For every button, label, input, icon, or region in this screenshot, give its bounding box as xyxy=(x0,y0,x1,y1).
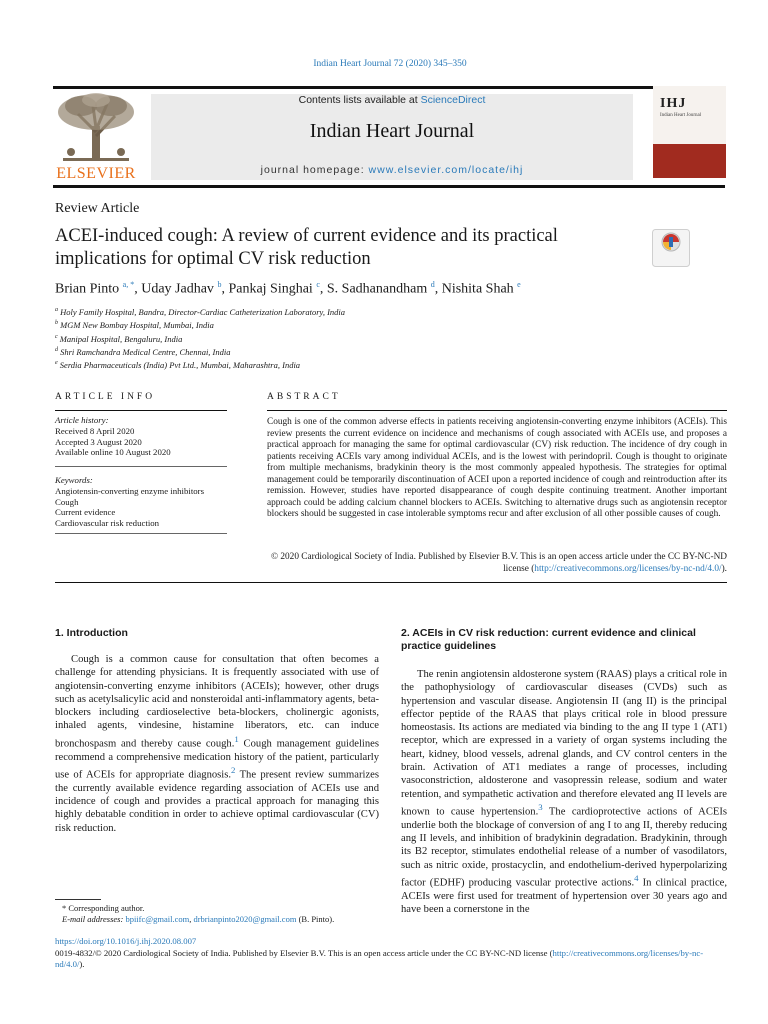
affiliation-item xyxy=(55,358,345,371)
header-bottom-rule xyxy=(53,185,725,188)
keywords-label: Keywords: xyxy=(55,475,93,485)
affiliation-text: MGM New Bombay Hospital, Mumbai, India xyxy=(60,320,214,331)
abstract-rule xyxy=(267,410,727,411)
author-name: Pankaj Singhai xyxy=(228,281,313,297)
journal-title: Indian Heart Journal xyxy=(309,120,475,142)
affiliation-key: c xyxy=(55,333,58,340)
affiliation-text: Manipal Hospital, Bengaluru, India xyxy=(59,333,183,344)
history-received: Received 8 April 2020 xyxy=(55,425,135,436)
history-online: Available online 10 August 2020 xyxy=(55,447,171,458)
email-link[interactable]: bpiifc@gmail.com xyxy=(125,914,190,924)
article-type: Review Article xyxy=(55,201,140,216)
author-name: Uday Jadhav xyxy=(141,281,214,297)
elsevier-wordmark: ELSEVIER xyxy=(56,165,136,182)
journal-citation[interactable]: Indian Heart Journal 72 (2020) 345–350 xyxy=(313,59,467,69)
front-matter-bottom-rule xyxy=(55,582,727,583)
article-info-heading: ARTICLE INFO xyxy=(55,392,156,402)
check-for-updates-badge[interactable] xyxy=(652,229,690,267)
keyword-item: Cardiovascular risk reduction xyxy=(55,518,160,529)
article-info-rule xyxy=(55,410,227,411)
article-info-divider xyxy=(55,466,227,467)
bottom-license xyxy=(55,948,727,970)
paragraph-text: In clinical practice, ACEIs were first used for treatment of hypertension over 30 years ago and have been a cornerstone in the xyxy=(401,877,728,916)
cover-subtitle: Indian Heart Journal xyxy=(660,113,702,118)
keywords-divider xyxy=(55,533,227,534)
journal-masthead xyxy=(151,94,633,180)
introduction-heading: 1. Introduction xyxy=(55,627,128,639)
paragraph-text: The cardioprotective actions of ACEIs underlie both the blockage of conversion of ang I to ang II, thereby reducing ang II levels, and inhibition of bradykinin degradation. Bradykinin, through its B2 receptor, stimulates endothelial release of a number of vasodilators, such as nitric oxide, prostacyclin, and endothelium-derived hyperpolarizing factor (EDHF) producing vascular protective actions. xyxy=(401,806,728,889)
author-name: Nishita Shah xyxy=(441,281,514,297)
history-accepted: Accepted 3 August 2020 xyxy=(55,436,142,447)
email-suffix: (B. Pinto). xyxy=(296,914,335,924)
tree-icon xyxy=(53,92,139,164)
contents-line xyxy=(151,94,633,106)
article-history xyxy=(55,415,171,458)
affiliation-item xyxy=(55,345,345,358)
abstract-copyright xyxy=(267,552,727,575)
keyword-item: Angiotensin-converting enzyme inhibitors xyxy=(55,485,205,496)
footnote-rule xyxy=(55,899,101,900)
author-affiliation-mark[interactable]: c xyxy=(316,280,320,289)
history-label: Article history: xyxy=(55,415,109,425)
license-end: ). xyxy=(79,959,85,969)
contents-prefix: Contents lists available at xyxy=(298,94,421,106)
affiliation-key: e xyxy=(55,360,58,367)
homepage-link[interactable]: www.elsevier.com/locate/ihj xyxy=(368,164,524,176)
affiliation-key: b xyxy=(55,320,58,327)
affiliation-text: Serdia Pharmaceuticals (India) Pvt Ltd., Mumbai, Maharashtra, India xyxy=(59,360,301,371)
paragraph-text: The present review summarizes the currently available evidence regarding association of ACEIs use and incidence of cough and provides a practical approach for managing this highly debatable condition in order to achieve optimal cardiovascular (CV) risk reduction. xyxy=(55,769,379,834)
keyword-item: Cough xyxy=(55,496,79,507)
header-top-rule xyxy=(53,86,725,89)
section-2-paragraph xyxy=(401,668,727,916)
author-name: S. Sadhanandham xyxy=(326,281,428,297)
affiliation-text: Shri Ramchandra Medical Centre, Chennai, India xyxy=(60,346,231,357)
author-affiliation-mark[interactable]: e xyxy=(517,280,521,289)
affiliation-key: d xyxy=(55,346,58,353)
introduction-paragraph xyxy=(55,653,379,835)
reference-link[interactable]: 4 xyxy=(634,872,639,883)
paragraph-text: The renin angiotensin aldosterone system (RAAS) plays a critical role in the pathophysiology of cardiovascular diseases (CVDs) such as hypertension and vascular disease. Angiotensin II (ang II) is the principal effector peptide of the RAAS that plays critical role in blood pressure homeostasis. Its actions are mediated via binding to the ang II type 1 (AT1) receptor, which are expressed in a variety of organ systems including the heart, kidney, blood vessels, adrenal glands, and CV control centers in the brain. Activation of AT1 mediates a range of processes, including vasoconstriction, aldosterone and vasopressin release, sodium and water retention, and sympathetic activation and therefore elevated ang II levels are known to cause hypertension. xyxy=(401,669,727,818)
license-link[interactable]: http://creativecommons.org/licenses/by-nc-nd/4.0/ xyxy=(534,563,722,574)
author-list: Brian Pinto $^{a, *}$, Uday Jadhav $^b$, Pankaj Singhai $^c$, S. Sadhanandham $^d$, Nishita Shah $^e$ xyxy=(55,280,521,297)
homepage-prefix: journal homepage: xyxy=(260,164,369,176)
author-name: Brian Pinto xyxy=(55,281,120,297)
keyword-item: Current evidence xyxy=(55,507,116,518)
section-2-heading: 2. ACEIs in CV risk reduction: current evidence and clinical practice guidelines xyxy=(401,627,696,652)
copyright-text: © 2020 Cardiological Society of India. Published by Elsevier B.V. This is an open access article under the CC BY-NC-ND license ( xyxy=(271,552,727,574)
homepage-line xyxy=(151,164,633,176)
reference-link[interactable]: 3 xyxy=(538,801,543,812)
copyright-end: ). xyxy=(721,563,727,574)
abstract-text: Cough is one of the common adverse effects in patients receiving angiotensin-converting enzyme inhibitors (ACEIs). This review presents the current evidence on incidence and mechanisms of cough associated with ACEIs use, and proposes a practical approach for managing the same for optimal cardiovascular (CV) risk reduction. The incidence of dry cough in patients receiving ACEIs vary among individual ACEIs, and is the lowest with perindopril. Cough is thought to originate from multiple mechanisms, bradykinin theory is the most commonly appealed hypothesis. The strategies for optimal management could be temporarily discontinuation of ACEI upon a reported incidence of cough and reintroduction after its remission. However, studies have reported disappearance of cough despite continuing treatment. Another important approach could be adding calcium channel blockers to ACEIs. Switching to alternative drugs such as angiotensin receptor blockers should be suggested in case intolerable symptoms recur and after exclusion of all other possible causes of cough. xyxy=(267,417,727,520)
license-text: 0019-4832/© 2020 Cardiological Society of India. Published by Elsevier B.V. This is an open access article under the CC BY-NC-ND license ( xyxy=(55,948,553,958)
reference-link[interactable]: 2 xyxy=(231,764,236,775)
paragraph-text: Cough is a common cause for consultation that often becomes a challenge for attending physicians. It is frequently associated with use of angiotensin-converting enzyme inhibitors (ACEIs); however, other drugs such as acetylsalicylic acid and nonsteroidal anti-inflammatory agents, beta-blockers including cardioselective beta-blockers, cholinergic agonists, inhaled agents, vindesine, histamine liberators, etc. can induce bronchospasm and thereby cause cough. xyxy=(55,654,379,750)
paragraph-text: Cough management guidelines recommend a comprehensive medication history of the patient, particularly use of ACEIs for appropriate diagnosis. xyxy=(55,738,379,781)
affiliation-item xyxy=(55,305,345,318)
author-affiliation-mark[interactable]: b xyxy=(217,280,222,289)
sciencedirect-link[interactable]: ScienceDirect xyxy=(420,94,486,106)
affiliation-text: Holy Family Hospital, Bandra, Director-Cardiac Catheterization Laboratory, India xyxy=(60,306,346,317)
affiliation-item xyxy=(55,332,345,345)
crossmark-icon xyxy=(652,229,690,267)
abstract-heading: ABSTRACT xyxy=(267,392,341,402)
affiliation-item xyxy=(55,318,345,331)
reference-link[interactable]: 1 xyxy=(234,733,239,744)
email-line xyxy=(62,914,334,925)
email-separator: , xyxy=(189,914,194,924)
corresponding-author-footnote xyxy=(62,903,334,925)
author-affiliation-mark[interactable]: d xyxy=(430,280,435,289)
license-link[interactable]: http://creativecommons.org/licenses/by-nc-nd/4.0/ xyxy=(55,948,704,969)
journal-cover-thumbnail[interactable] xyxy=(653,86,726,178)
email-link[interactable]: drbrianpinto2020@gmail.com xyxy=(193,914,297,924)
affiliation-list xyxy=(55,305,345,372)
email-label: E-mail addresses: xyxy=(62,914,126,924)
affiliation-key: a xyxy=(55,307,58,313)
corresponding-label: * Corresponding author. xyxy=(62,903,145,913)
author-affiliation-mark[interactable]: a, * xyxy=(122,280,135,289)
article-title: ACEI-induced cough: A review of current evidence and its practical implications for optimal CV risk reduction xyxy=(55,226,558,269)
cover-title: IHJ xyxy=(660,96,687,111)
doi-link[interactable]: https://doi.org/10.1016/j.ihj.2020.08.007 xyxy=(55,936,197,946)
keywords xyxy=(55,475,204,529)
